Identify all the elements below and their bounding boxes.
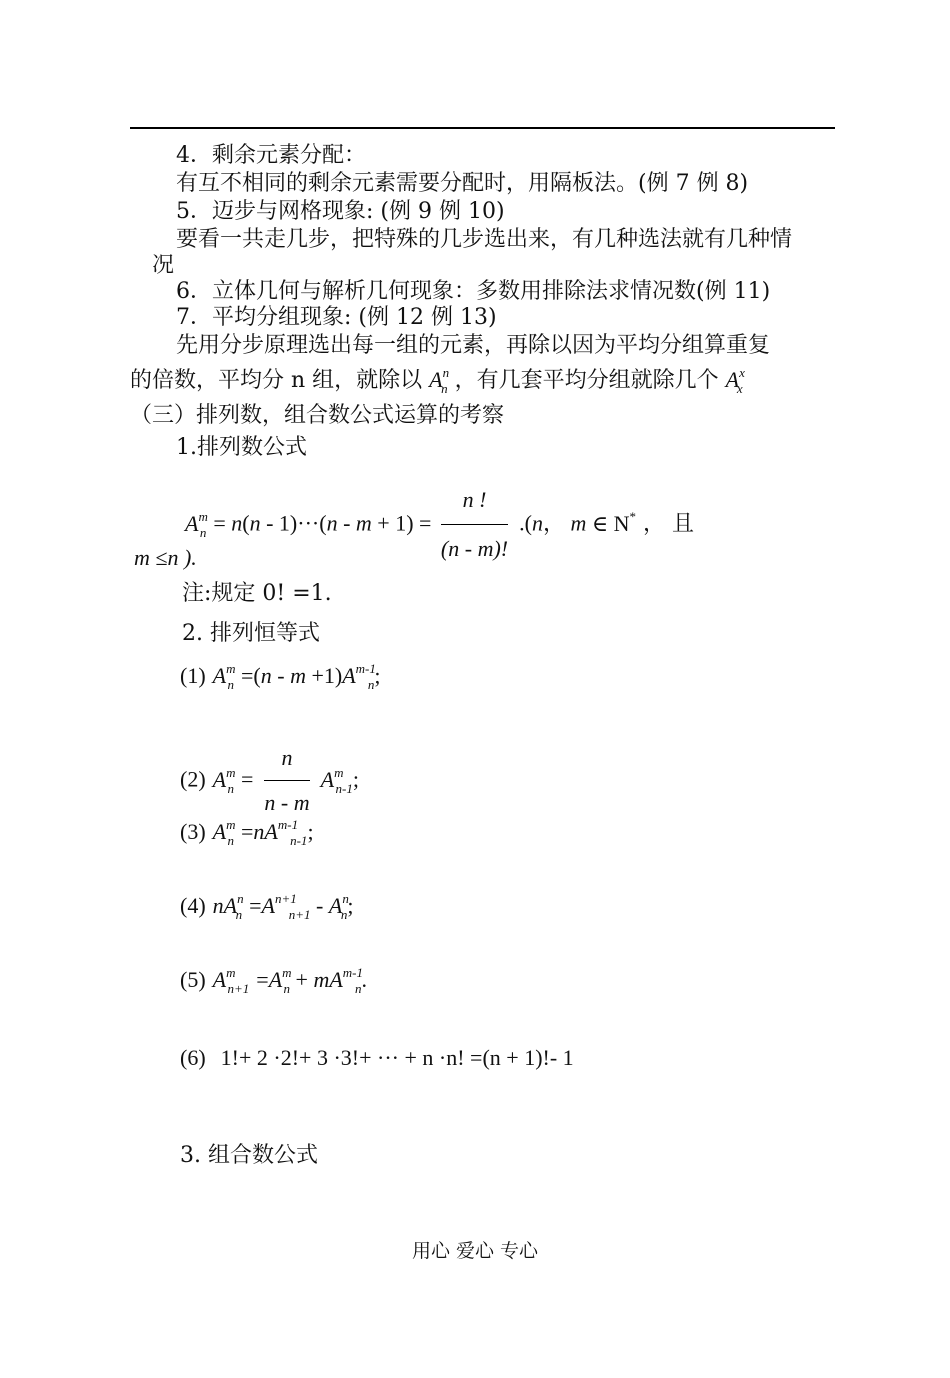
identity-label: (4) [180,893,206,918]
item-4-text: 有互不相同的剩余元素需要分配时，用隔板法。(例 7 例 8) [176,171,749,196]
identity-6 [180,1044,574,1073]
text-part: ， 且 [643,511,695,537]
identity-5: (5) $A^m_{n+1} =A^m_n + mA^{m-1}_n$. [180,965,368,996]
identity-3: (3) $A^m_n =nA^{m-1}_{n-1}$; [180,817,314,848]
item-5-heading: 5．迈步与网格现象: (例 9 例 10) [176,199,505,224]
formula-inline-axx: $A^x_x$ [725,365,745,396]
identity-heading: 2. 排列恒等式 [182,621,320,646]
identity-label: (5) [180,967,206,992]
page-footer: 用心 爱心 专心 [411,1240,539,1262]
identity-label: (3) [180,819,206,844]
section-3-heading: （三）排列数，组合数公式运算的考察 [130,403,505,428]
item-5-text: 要看一共走几步，把特殊的几步选出来，有几种选法就有几种情 [176,227,793,252]
perm-formula: $A^m_n = n(n - 1)\cdot\cdot\cdot(n - m + 1)$ = $\frac{n !}{(n - m)!}$ .(n， m ∈ N* ， 且 [185,478,694,571]
identity-2: (2) $A^m_n$ = $\frac{n}{n - m}$ $A^m_{n-1}$; [180,738,359,823]
identity-4: (4) $nA^n_n =A^{n+1}_{n+1} - A^n_n$; [180,891,354,922]
identity-label: (1) [180,663,206,688]
text-part: 的倍数，平均分 n 组，就除以 [130,368,423,393]
header-rule [130,127,835,129]
item-6-heading: 6．立体几何与解析几何现象：多数用排除法求情况数(例 11) [176,279,771,304]
combination-heading: 3. 组合数公式 [180,1143,318,1168]
identity-label: (2) [180,766,206,792]
identity-1: (1) $A^m_n =(n - m +1)A^{m-1}_n$; [180,661,381,692]
item-7-heading: 7．平均分组现象: (例 12 例 13) [176,305,497,330]
item-7-text: 先用分步原理选出每一组的元素，再除以因为平均分组算重复 [176,333,771,358]
perm-formula-condition: m ≤n ). [134,545,197,570]
item-7-text-cont [130,366,743,397]
item-5-text-cont: 况 [152,253,175,278]
item-4-heading: 4．剩余元素分配： [176,143,366,168]
text-part: ，有几套平均分组就除几个 [454,368,719,393]
identity-6-formula: 1!+ 2 ·2!+ 3 ·3!+ ··· + n ·n! =(n + 1)!- 1 [220,1045,574,1070]
note-factorial: 注:规定 0! =1. [182,581,332,606]
identity-label: (6) [180,1045,206,1070]
formula-inline-ann: $A^n_n$ [429,365,450,396]
perm-formula-heading: 1.排列数公式 [176,435,307,460]
